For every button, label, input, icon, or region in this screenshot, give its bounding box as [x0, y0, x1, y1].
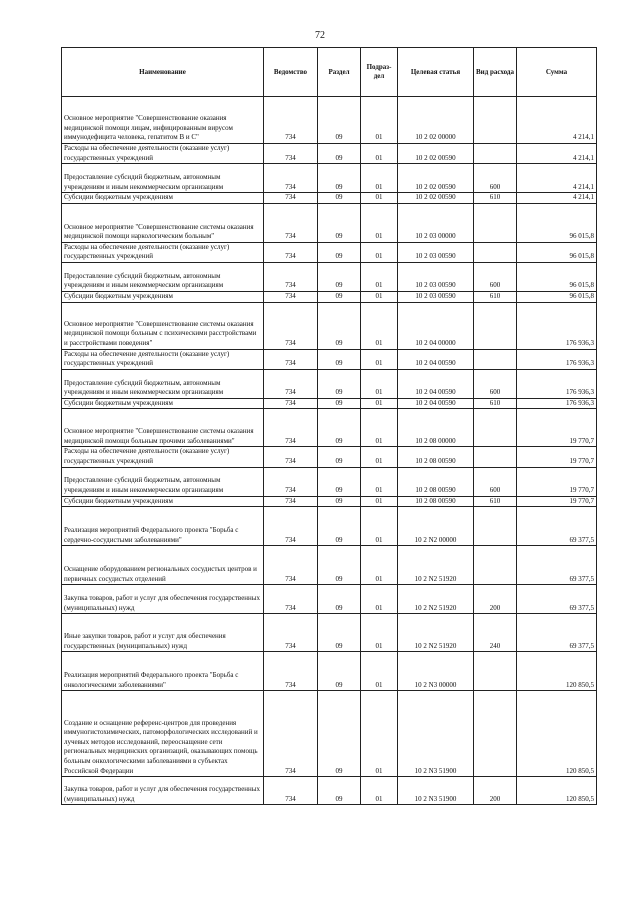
row-target: 10 2 08 00590: [398, 496, 474, 507]
row-department: 734: [264, 242, 318, 262]
header-department: Ведомство: [264, 48, 318, 97]
row-subsection: 01: [361, 496, 398, 507]
row-expense-type: 610: [474, 291, 517, 302]
row-section: 09: [318, 585, 361, 614]
row-target: 10 2 04 00000: [398, 302, 474, 349]
header-name: Наименование: [62, 48, 264, 97]
row-expense-type: 610: [474, 496, 517, 507]
row-target: 10 2 02 00590: [398, 193, 474, 204]
row-target: 10 2 04 00590: [398, 369, 474, 398]
row-subsection: 01: [361, 144, 398, 164]
row-department: 734: [264, 262, 318, 291]
row-target: 10 2 02 00000: [398, 97, 474, 144]
row-amount: 176 936,3: [517, 302, 597, 349]
row-section: 09: [318, 97, 361, 144]
row-department: 734: [264, 203, 318, 242]
row-amount: 19 770,7: [517, 496, 597, 507]
row-expense-type: [474, 652, 517, 691]
row-amount: 4 214,1: [517, 164, 597, 193]
row-department: 734: [264, 777, 318, 805]
row-section: 09: [318, 242, 361, 262]
row-name: Предоставление субсидий бюджетным, автономным учреждениям и иным некоммерческим организациям: [62, 369, 264, 398]
row-target: 10 2 03 00590: [398, 242, 474, 262]
row-section: 09: [318, 203, 361, 242]
row-expense-type: [474, 507, 517, 546]
row-department: 734: [264, 349, 318, 369]
row-name: Предоставление субсидий бюджетным, автономным учреждениям и иным некоммерческим организациям: [62, 164, 264, 193]
row-department: 734: [264, 546, 318, 585]
row-target: 10 2 N3 51900: [398, 777, 474, 805]
row-subsection: 01: [361, 369, 398, 398]
row-subsection: 01: [361, 164, 398, 193]
table-row: [62, 97, 597, 144]
row-amount: 69 377,5: [517, 585, 597, 614]
row-subsection: 01: [361, 291, 398, 302]
row-name: Расходы на обеспечение деятельности (оказание услуг) государственных учреждений: [62, 447, 264, 467]
row-name: Субсидии бюджетным учреждениям: [62, 398, 264, 409]
table-row: [62, 507, 597, 546]
table-row: [62, 691, 597, 777]
row-expense-type: [474, 203, 517, 242]
row-subsection: 01: [361, 614, 398, 652]
row-name: Расходы на обеспечение деятельности (оказание услуг) государственных учреждений: [62, 242, 264, 262]
row-name: Расходы на обеспечение деятельности (оказание услуг) государственных учреждений: [62, 144, 264, 164]
row-department: 734: [264, 496, 318, 507]
table-row: [62, 398, 597, 409]
row-section: 09: [318, 496, 361, 507]
row-target: 10 2 N2 00000: [398, 507, 474, 546]
row-name: Основное мероприятие "Совершенствование системы оказания медицинской помощи больным с психическими расстройствами и расстройствами поведения": [62, 302, 264, 349]
row-amount: 4 214,1: [517, 97, 597, 144]
table-row: [62, 409, 597, 447]
row-subsection: 01: [361, 409, 398, 447]
row-department: 734: [264, 302, 318, 349]
row-target: 10 2 03 00590: [398, 291, 474, 302]
row-subsection: 01: [361, 507, 398, 546]
row-expense-type: 600: [474, 369, 517, 398]
table-row: [62, 546, 597, 585]
row-amount: 69 377,5: [517, 546, 597, 585]
header-subsection: Подраз-дел: [361, 48, 398, 97]
row-section: 09: [318, 447, 361, 467]
row-name: Реализация мероприятий Федерального проекта "Борьба с онкологическими заболеваниями": [62, 652, 264, 691]
row-amount: 4 214,1: [517, 193, 597, 204]
table-row: [62, 496, 597, 507]
header-amount: Сумма: [517, 48, 597, 97]
row-expense-type: 610: [474, 398, 517, 409]
row-department: 734: [264, 409, 318, 447]
row-subsection: 01: [361, 447, 398, 467]
row-section: 09: [318, 546, 361, 585]
row-department: 734: [264, 447, 318, 467]
row-expense-type: [474, 691, 517, 777]
row-name: Субсидии бюджетным учреждениям: [62, 193, 264, 204]
header-section: Раздел: [318, 48, 361, 97]
row-section: 09: [318, 507, 361, 546]
row-subsection: 01: [361, 203, 398, 242]
row-expense-type: 610: [474, 193, 517, 204]
table-row: [62, 291, 597, 302]
row-department: 734: [264, 144, 318, 164]
header-expense-type: Вид расхода: [474, 48, 517, 97]
budget-table: [61, 47, 597, 805]
table-row: [62, 262, 597, 291]
row-name: Закупка товаров, работ и услуг для обеспечения государственных (муниципальных) нужд: [62, 585, 264, 614]
row-section: 09: [318, 164, 361, 193]
table-row: [62, 203, 597, 242]
row-section: 09: [318, 398, 361, 409]
row-amount: 176 936,3: [517, 369, 597, 398]
row-subsection: 01: [361, 467, 398, 496]
row-expense-type: 240: [474, 614, 517, 652]
row-amount: 176 936,3: [517, 349, 597, 369]
row-department: 734: [264, 507, 318, 546]
row-amount: 120 850,5: [517, 777, 597, 805]
row-name: Субсидии бюджетным учреждениям: [62, 496, 264, 507]
row-section: 09: [318, 262, 361, 291]
row-section: 09: [318, 369, 361, 398]
row-target: 10 2 N3 00000: [398, 652, 474, 691]
table-row: [62, 242, 597, 262]
row-expense-type: [474, 144, 517, 164]
row-target: 10 2 02 00590: [398, 164, 474, 193]
row-department: 734: [264, 691, 318, 777]
row-subsection: 01: [361, 349, 398, 369]
row-subsection: 01: [361, 262, 398, 291]
table-row: [62, 467, 597, 496]
row-expense-type: [474, 97, 517, 144]
row-expense-type: 200: [474, 777, 517, 805]
row-name: Субсидии бюджетным учреждениям: [62, 291, 264, 302]
row-amount: 96 015,8: [517, 242, 597, 262]
row-target: 10 2 08 00590: [398, 447, 474, 467]
row-expense-type: 200: [474, 585, 517, 614]
row-department: 734: [264, 164, 318, 193]
row-name: Предоставление субсидий бюджетным, автономным учреждениям и иным некоммерческим организациям: [62, 262, 264, 291]
header-target: Целевая статья: [398, 48, 474, 97]
row-name: Создание и оснащение референс-центров для проведения иммуногистохимических, патоморфологических исследований и лучевых методов исследований, переоснащение сети региональных медицинских организаций, оказывающих помощь больным онкологическими заболеваниями в субъектах Российской Федерации: [62, 691, 264, 777]
page-number: 72: [315, 30, 325, 41]
row-amount: 176 936,3: [517, 398, 597, 409]
row-name: Основное мероприятие "Совершенствование системы оказания медицинской помощи наркологическим больным": [62, 203, 264, 242]
row-subsection: 01: [361, 585, 398, 614]
row-amount: 19 770,7: [517, 447, 597, 467]
row-name: Закупка товаров, работ и услуг для обеспечения государственных (муниципальных) нужд: [62, 777, 264, 805]
row-section: 09: [318, 652, 361, 691]
row-subsection: 01: [361, 97, 398, 144]
row-section: 09: [318, 144, 361, 164]
table-row: [62, 164, 597, 193]
row-expense-type: [474, 302, 517, 349]
row-amount: 96 015,8: [517, 291, 597, 302]
row-amount: 120 850,5: [517, 652, 597, 691]
row-amount: 19 770,7: [517, 467, 597, 496]
row-target: 10 2 03 00590: [398, 262, 474, 291]
row-target: 10 2 03 00000: [398, 203, 474, 242]
row-subsection: 01: [361, 691, 398, 777]
row-amount: 69 377,5: [517, 614, 597, 652]
row-department: 734: [264, 467, 318, 496]
row-department: 734: [264, 398, 318, 409]
row-name: Основное мероприятие "Совершенствование оказания медицинской помощи лицам, инфицированным вирусом иммунодефицита человека, гепатитом В и С": [62, 97, 264, 144]
row-section: 09: [318, 302, 361, 349]
row-subsection: 01: [361, 302, 398, 349]
row-target: 10 2 04 00590: [398, 398, 474, 409]
table-row: [62, 447, 597, 467]
row-section: 09: [318, 467, 361, 496]
row-amount: 96 015,8: [517, 203, 597, 242]
row-target: 10 2 N2 51920: [398, 546, 474, 585]
row-expense-type: [474, 447, 517, 467]
row-section: 09: [318, 777, 361, 805]
row-amount: 4 214,1: [517, 144, 597, 164]
row-amount: 19 770,7: [517, 409, 597, 447]
row-department: 734: [264, 614, 318, 652]
row-target: 10 2 02 00590: [398, 144, 474, 164]
row-expense-type: 600: [474, 164, 517, 193]
row-target: 10 2 N2 51920: [398, 614, 474, 652]
row-department: 734: [264, 97, 318, 144]
row-name: Расходы на обеспечение деятельности (оказание услуг) государственных учреждений: [62, 349, 264, 369]
row-expense-type: [474, 409, 517, 447]
table-row: [62, 302, 597, 349]
row-department: 734: [264, 369, 318, 398]
row-subsection: 01: [361, 193, 398, 204]
row-expense-type: 600: [474, 262, 517, 291]
row-subsection: 01: [361, 398, 398, 409]
row-department: 734: [264, 585, 318, 614]
row-subsection: 01: [361, 652, 398, 691]
row-expense-type: [474, 242, 517, 262]
row-section: 09: [318, 349, 361, 369]
row-department: 734: [264, 652, 318, 691]
row-section: 09: [318, 614, 361, 652]
row-target: 10 2 N3 51900: [398, 691, 474, 777]
table-row: [62, 777, 597, 805]
row-section: 09: [318, 691, 361, 777]
row-target: 10 2 N2 51920: [398, 585, 474, 614]
row-subsection: 01: [361, 777, 398, 805]
row-amount: 69 377,5: [517, 507, 597, 546]
table-row: [62, 652, 597, 691]
row-name: Оснащение оборудованием региональных сосудистых центров и первичных сосудистых отделений: [62, 546, 264, 585]
row-expense-type: [474, 546, 517, 585]
table-row: [62, 349, 597, 369]
row-name: Реализация мероприятий Федерального проекта "Борьба с сердечно-сосудистыми заболеваниями": [62, 507, 264, 546]
table-header-row: [62, 48, 597, 97]
row-target: 10 2 04 00590: [398, 349, 474, 369]
row-section: 09: [318, 193, 361, 204]
row-section: 09: [318, 409, 361, 447]
row-subsection: 01: [361, 546, 398, 585]
row-expense-type: [474, 349, 517, 369]
row-department: 734: [264, 193, 318, 204]
row-amount: 96 015,8: [517, 262, 597, 291]
row-name: Основное мероприятие "Совершенствование системы оказания медицинской помощи больным прочими заболеваниями": [62, 409, 264, 447]
row-subsection: 01: [361, 242, 398, 262]
row-amount: 120 850,5: [517, 691, 597, 777]
table-row: [62, 614, 597, 652]
row-expense-type: 600: [474, 467, 517, 496]
row-department: 734: [264, 291, 318, 302]
table-row: [62, 585, 597, 614]
row-target: 10 2 08 00590: [398, 467, 474, 496]
table-row: [62, 369, 597, 398]
row-name: Предоставление субсидий бюджетным, автономным учреждениям и иным некоммерческим организациям: [62, 467, 264, 496]
row-name: Иные закупки товаров, работ и услуг для обеспечения государственных (муниципальных) нужд: [62, 614, 264, 652]
table-row: [62, 144, 597, 164]
table-row: [62, 193, 597, 204]
row-target: 10 2 08 00000: [398, 409, 474, 447]
row-section: 09: [318, 291, 361, 302]
